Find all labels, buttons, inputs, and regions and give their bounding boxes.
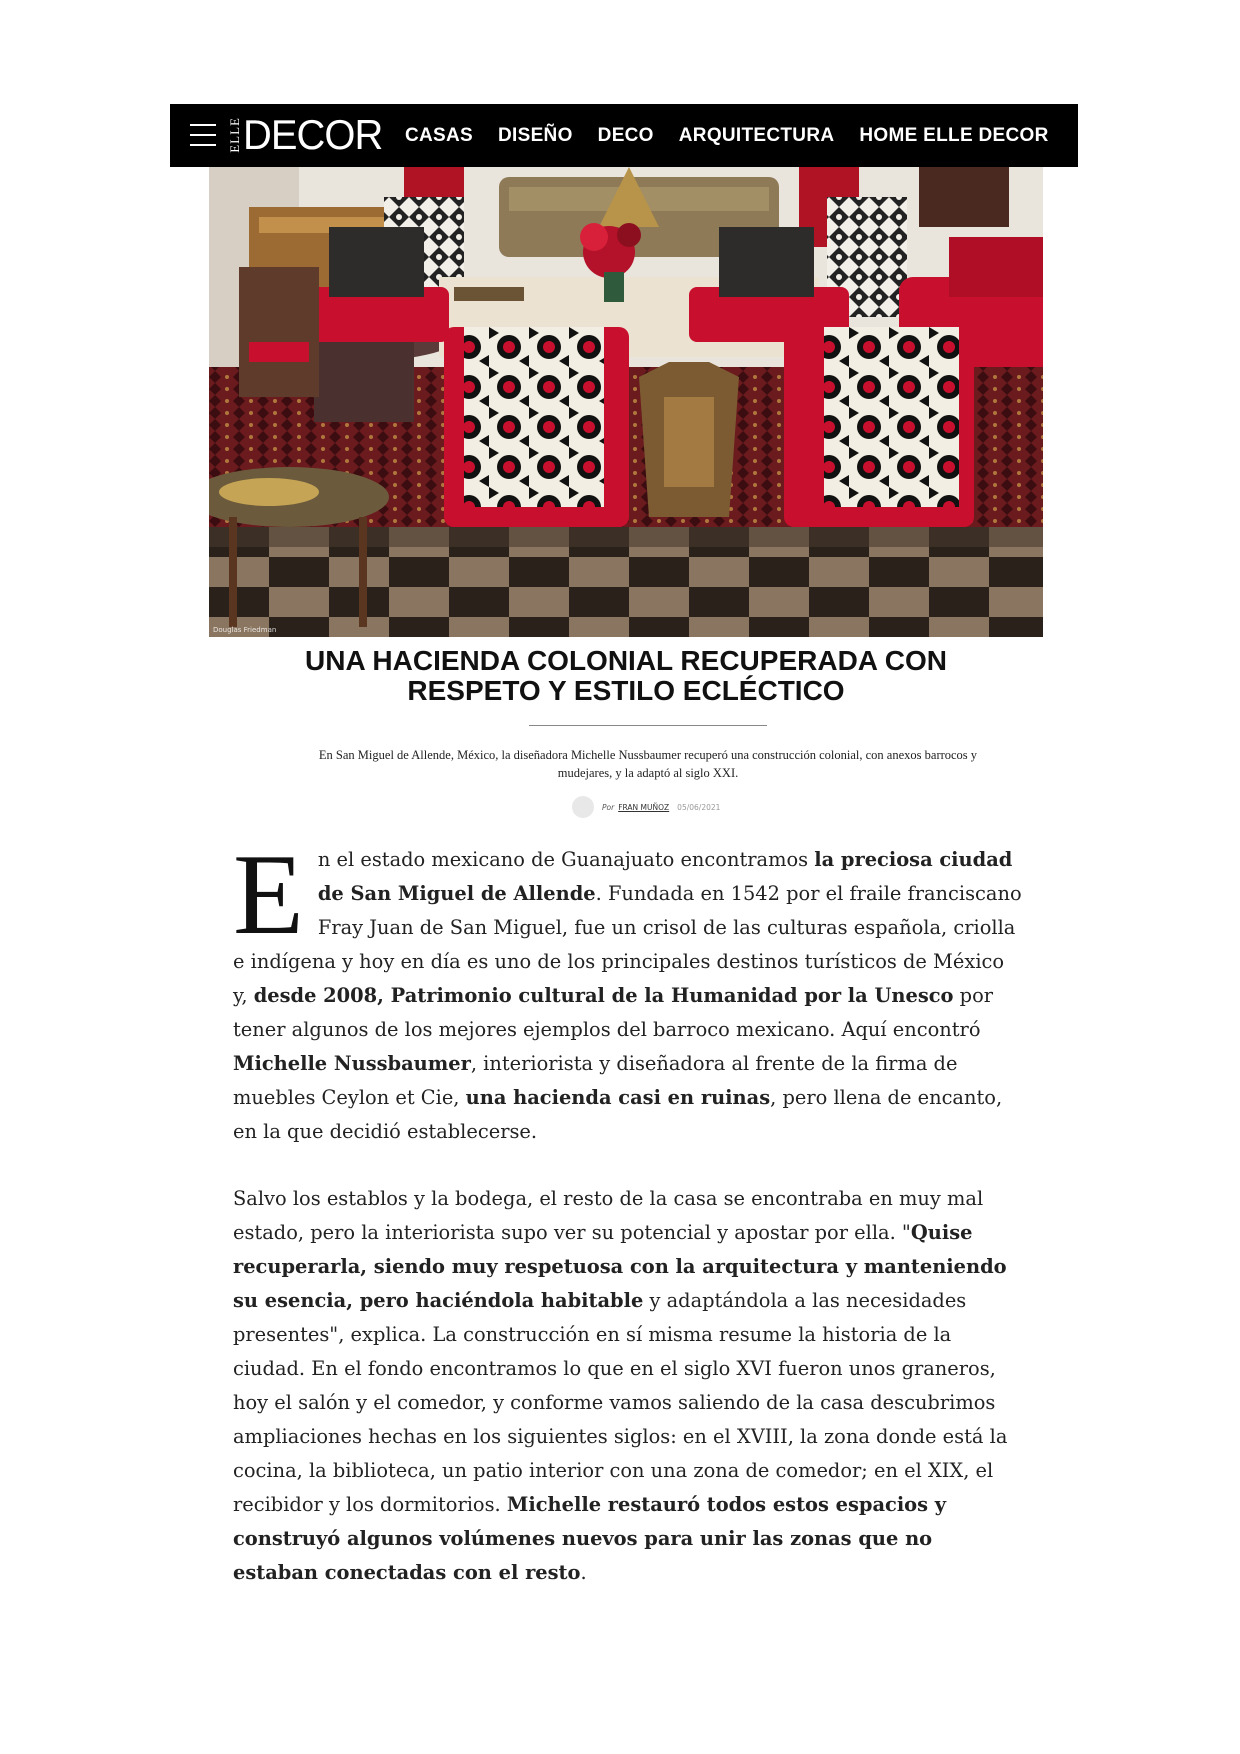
site-logo[interactable] xyxy=(228,110,390,160)
site-header xyxy=(170,104,1078,167)
author-link[interactable]: FRAN MUÑOZ xyxy=(618,802,670,812)
byline xyxy=(572,796,720,818)
text-run: Salvo los establos y la bodega, el resto de la casa se encontraba en muy mal estado, pero la interiorista supo ver su potencial y apostar por ella. " xyxy=(233,1187,984,1244)
photo-credit: Douglas Friedman xyxy=(213,626,277,634)
bold-run: Michelle restauró todos estos espacios y construyó algunos volúmenes nuevos para unir las zonas que no estaban conectadas con el resto xyxy=(233,1493,947,1584)
bold-run: una hacienda casi en ruinas xyxy=(465,1086,771,1109)
bold-run: Michelle Nussbaumer xyxy=(233,1052,471,1075)
nav-item-diseno[interactable]: DISEÑO xyxy=(498,124,573,146)
menu-icon[interactable] xyxy=(190,124,216,148)
text-run: n el estado mexicano de Guanajuato encontramos xyxy=(317,848,815,871)
drop-cap: E xyxy=(233,831,304,959)
nav-item-deco[interactable]: DECO xyxy=(597,124,654,146)
article-body xyxy=(233,831,1023,1590)
logo-elle: ELLE xyxy=(227,117,242,153)
article-title-line-2: RESPETO Y ESTILO ECLÉCTICO xyxy=(407,675,845,706)
publish-date: 05/06/2021 xyxy=(677,802,721,812)
nav-item-home-elle-decor[interactable]: HOME ELLE DECOR xyxy=(859,124,1049,146)
text-run: , interiorista y diseñadora al frente de la firma de muebles Ceylon et Cie, xyxy=(233,1052,958,1109)
text-run: por tener algunos de los mejores ejemplos del barroco mexicano. Aquí encontró xyxy=(233,984,994,1041)
article-subtitle-line-2: mudejares, y la adaptó al siglo XXI. xyxy=(557,766,739,780)
logo-decor: DECOR xyxy=(243,111,383,158)
article-subtitle-line-1: En San Miguel de Allende, México, la diseñadora Michelle Nussbaumer recuperó una construcción colonial, con anexos barrocos y xyxy=(318,748,978,762)
paragraph-1 xyxy=(233,831,1023,1149)
article-title xyxy=(260,646,992,706)
byline-prefix: Por xyxy=(602,802,615,812)
title-divider xyxy=(529,725,767,726)
text-run: . xyxy=(580,1561,587,1584)
main-nav xyxy=(405,104,1074,167)
text-run: . Fundada en 1542 por el fraile franciscano Fray Juan de San Miguel, fue un crisol de las culturas española, criolla e indígena y hoy en día es uno de los principales destinos turísticos de México y, xyxy=(233,882,1022,1007)
article-subtitle xyxy=(278,746,1018,782)
paragraph-2 xyxy=(233,1182,1023,1590)
bold-run: la preciosa ciudad de San Miguel de Allende xyxy=(317,848,1013,905)
nav-item-casas[interactable]: CASAS xyxy=(405,124,474,146)
author-avatar[interactable] xyxy=(572,796,594,818)
text-run: , pero llena de encanto, en la que decidió establecerse. xyxy=(233,1086,1003,1143)
bold-run: desde 2008, Patrimonio cultural de la Humanidad por la Unesco xyxy=(253,984,954,1007)
article-title-line-1: UNA HACIENDA COLONIAL RECUPERADA CON xyxy=(305,645,947,676)
text-run: y adaptándola a las necesidades presentes", explica. La construcción en sí misma resume la historia de la ciudad. En el fondo encontramos lo que en el siglo XVI fueron unos graneros, hoy el salón y el comedor, y conforme vamos saliendo de la casa descubrimos ampliaciones hechas en los siguientes siglos: en el XVIII, la zona donde está la cocina, la biblioteca, un patio interior con una zona de comedor; en el XIX, el recibidor y los dormitorios. xyxy=(233,1289,1008,1516)
hero-image xyxy=(209,167,1043,637)
nav-item-arquitectura[interactable]: ARQUITECTURA xyxy=(678,124,835,146)
bold-run: Quise recuperarla, siendo muy respetuosa con la arquitectura y manteniendo su esencia, pero haciéndola habitable xyxy=(233,1221,1007,1312)
